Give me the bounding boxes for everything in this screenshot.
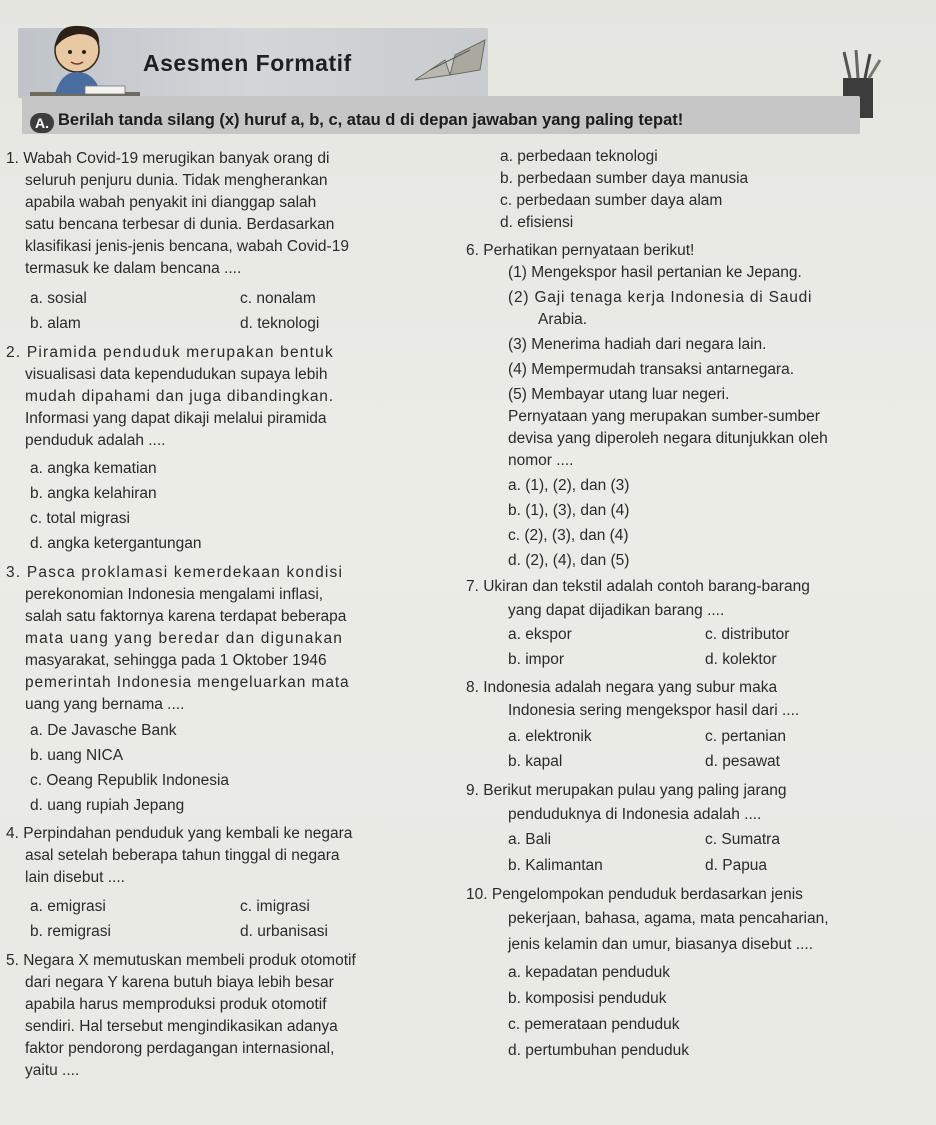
q3-option-c[interactable]: c. Oeang Republik Indonesia bbox=[30, 772, 230, 789]
q4-option-a[interactable]: a. emigrasi bbox=[30, 898, 106, 915]
q2-line: penduduk adalah .... bbox=[25, 432, 166, 449]
q8-option-b[interactable]: b. kapal bbox=[508, 753, 563, 770]
q4-line: 4. Perpindahan penduduk yang kembali ke negara bbox=[6, 825, 353, 842]
q7-option-a[interactable]: a. ekspor bbox=[508, 626, 572, 643]
q7-line: yang dapat dijadikan barang .... bbox=[508, 602, 725, 619]
q10-line: pekerjaan, bahasa, agama, mata pencaharian, bbox=[508, 910, 829, 927]
q3-line: mata uang yang beredar dan digunakan bbox=[25, 630, 344, 647]
q6-option-d[interactable]: d. (2), (4), dan (5) bbox=[508, 552, 630, 569]
q4-line: asal setelah beberapa tahun tinggal di negara bbox=[25, 847, 340, 864]
q1-line: seluruh penjuru dunia. Tidak mengherankan bbox=[25, 172, 328, 189]
q2-line: mudah dipahami dan juga dibandingkan. bbox=[25, 388, 334, 405]
q1-line: termasuk ke dalam bencana .... bbox=[25, 260, 242, 277]
q1-option-b[interactable]: b. alam bbox=[30, 315, 81, 332]
q5-line: dari negara Y karena butuh biaya lebih besar bbox=[25, 974, 334, 991]
q6-question: devisa yang diperoleh negara ditunjukkan oleh bbox=[508, 430, 828, 447]
section-letter-badge: A. bbox=[30, 113, 54, 133]
q3-line: perekonomian Indonesia mengalami inflasi, bbox=[25, 586, 324, 603]
q6-statement: (4) Mempermudah transaksi antarnegara. bbox=[508, 361, 795, 378]
q2-option-d[interactable]: d. angka ketergantungan bbox=[30, 535, 202, 552]
q6-option-c[interactable]: c. (2), (3), dan (4) bbox=[508, 527, 629, 544]
q10-option-a[interactable]: a. kepadatan penduduk bbox=[508, 964, 671, 981]
q10-line: 10. Pengelompokan penduduk berdasarkan jenis bbox=[466, 886, 803, 903]
q1-line: apabila wabah penyakit ini dianggap salah bbox=[25, 194, 317, 211]
q1-line: satu bencana terbesar di dunia. Berdasarkan bbox=[25, 216, 335, 233]
q6-option-b[interactable]: b. (1), (3), dan (4) bbox=[508, 502, 630, 519]
q6-intro: 6. Perhatikan pernyataan berikut! bbox=[466, 242, 695, 259]
q3-option-d[interactable]: d. uang rupiah Jepang bbox=[30, 797, 185, 814]
q8-option-a[interactable]: a. elektronik bbox=[508, 728, 592, 745]
q7-option-b[interactable]: b. impor bbox=[508, 651, 564, 668]
student-illustration bbox=[25, 10, 145, 110]
q6-statement: (1) Mengekspor hasil pertanian ke Jepang. bbox=[508, 264, 802, 281]
q5-option-d[interactable]: d. efisiensi bbox=[500, 214, 574, 231]
q6-question: Pernyataan yang merupakan sumber-sumber bbox=[508, 408, 820, 425]
q3-line: 3. Pasca proklamasi kemerdekaan kondisi bbox=[6, 564, 344, 581]
open-book-illustration bbox=[410, 30, 490, 90]
q5-option-c[interactable]: c. perbedaan sumber daya alam bbox=[500, 192, 723, 209]
q1-line: 1. Wabah Covid-19 merugikan banyak orang di bbox=[6, 150, 330, 167]
q9-option-b[interactable]: b. Kalimantan bbox=[508, 857, 603, 874]
q2-option-c[interactable]: c. total migrasi bbox=[30, 510, 130, 527]
q5-line: apabila harus memproduksi produk otomotif bbox=[25, 996, 327, 1013]
q8-line: Indonesia sering mengekspor hasil dari .... bbox=[508, 702, 800, 719]
q8-option-c[interactable]: c. pertanian bbox=[705, 728, 786, 745]
header-title: Asesmen Formatif bbox=[143, 50, 352, 76]
q3-option-a[interactable]: a. De Javasche Bank bbox=[30, 722, 177, 739]
q1-option-d[interactable]: d. teknologi bbox=[240, 315, 320, 332]
q4-option-d[interactable]: d. urbanisasi bbox=[240, 923, 328, 940]
q7-option-c[interactable]: c. distributor bbox=[705, 626, 790, 643]
q6-statement: (2) Gaji tenaga kerja Indonesia di Saudi bbox=[508, 289, 813, 306]
q4-option-c[interactable]: c. imigrasi bbox=[240, 898, 310, 915]
q8-line: 8. Indonesia adalah negara yang subur maka bbox=[466, 679, 778, 696]
q6-question: nomor .... bbox=[508, 452, 574, 469]
q3-option-b[interactable]: b. uang NICA bbox=[30, 747, 124, 764]
q9-option-c[interactable]: c. Sumatra bbox=[705, 831, 780, 848]
q2-line: visualisasi data kependudukan supaya lebih bbox=[25, 366, 328, 383]
q1-line: klasifikasi jenis-jenis bencana, wabah Covid-19 bbox=[25, 238, 349, 255]
q6-option-a[interactable]: a. (1), (2), dan (3) bbox=[508, 477, 630, 494]
q7-line: 7. Ukiran dan tekstil adalah contoh barang-barang bbox=[466, 578, 810, 595]
q5-line: faktor pendorong perdagangan internasional, bbox=[25, 1040, 335, 1057]
q9-option-d[interactable]: d. Papua bbox=[705, 857, 768, 874]
q5-option-b[interactable]: b. perbedaan sumber daya manusia bbox=[500, 170, 749, 187]
q6-statement: (3) Menerima hadiah dari negara lain. bbox=[508, 336, 767, 353]
q1-option-c[interactable]: c. nonalam bbox=[240, 290, 316, 307]
q5-line: sendiri. Hal tersebut mengindikasikan adanya bbox=[25, 1018, 338, 1035]
q2-option-b[interactable]: b. angka kelahiran bbox=[30, 485, 157, 502]
q6-statement: (5) Membayar utang luar negeri. bbox=[508, 386, 730, 403]
q1-option-a[interactable]: a. sosial bbox=[30, 290, 87, 307]
q5-option-a[interactable]: a. perbedaan teknologi bbox=[500, 148, 658, 165]
q8-option-d[interactable]: d. pesawat bbox=[705, 753, 780, 770]
q2-option-a[interactable]: a. angka kematian bbox=[30, 460, 157, 477]
q9-option-a[interactable]: a. Bali bbox=[508, 831, 552, 848]
q5-line: 5. Negara X memutuskan membeli produk otomotif bbox=[6, 952, 356, 969]
q10-line: jenis kelamin dan umur, biasanya disebut .... bbox=[508, 936, 814, 953]
q9-line: 9. Berikut merupakan pulau yang paling jarang bbox=[466, 782, 787, 799]
q3-line: masyarakat, sehingga pada 1 Oktober 1946 bbox=[25, 652, 327, 669]
q4-option-b[interactable]: b. remigrasi bbox=[30, 923, 111, 940]
q7-option-d[interactable]: d. kolektor bbox=[705, 651, 777, 668]
q5-line: yaitu .... bbox=[25, 1062, 80, 1079]
q3-line: uang yang bernama .... bbox=[25, 696, 185, 713]
q2-line: Informasi yang dapat dikaji melalui piramida bbox=[25, 410, 327, 427]
q2-line: 2. Piramida penduduk merupakan bentuk bbox=[6, 344, 334, 361]
q3-line: salah satu faktornya karena terdapat beberapa bbox=[25, 608, 347, 625]
q10-option-d[interactable]: d. pertumbuhan penduduk bbox=[508, 1042, 689, 1059]
q6-statement: Arabia. bbox=[538, 311, 588, 328]
section-instruction: Berilah tanda silang (x) huruf a, b, c, atau d di depan jawaban yang paling tepat! bbox=[58, 111, 684, 129]
q3-line: pemerintah Indonesia mengeluarkan mata bbox=[25, 674, 350, 691]
q4-line: lain disebut .... bbox=[25, 869, 125, 886]
q10-option-c[interactable]: c. pemerataan penduduk bbox=[508, 1016, 680, 1033]
q10-option-b[interactable]: b. komposisi penduduk bbox=[508, 990, 667, 1007]
q9-line: penduduknya di Indonesia adalah .... bbox=[508, 806, 762, 823]
